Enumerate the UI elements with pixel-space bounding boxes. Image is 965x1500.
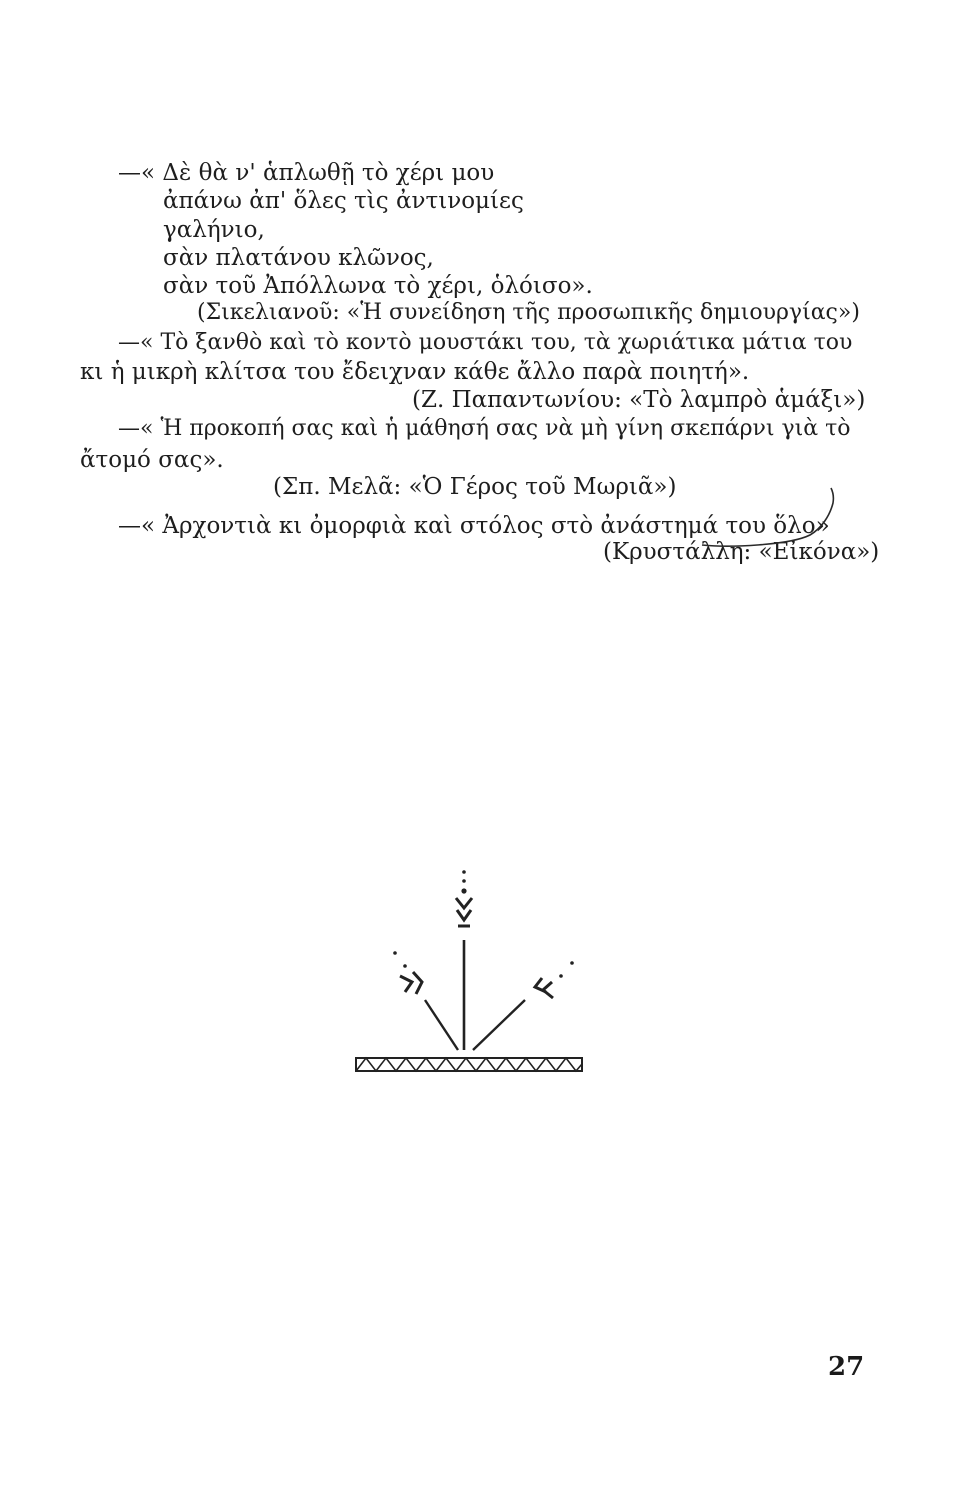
quote1-line2: ἀπάνω ἀπ' ὅλες τὶς ἀντινομίες (163, 188, 524, 214)
quote1-line4: σὰν πλατάνου κλῶνος, (163, 245, 434, 271)
quote3-line1: —« Ἡ προκοπή σας καὶ ἡ μάθησή σας νὰ μὴ γίνη σκεπάρνι γιὰ τὸ (118, 416, 851, 441)
quote2-source: (Ζ. Παπαντωνίου: «Τὸ λαμπρὸ ἁμάξι») (412, 387, 866, 413)
quote4-source: (Κρυστάλλη: «Εἰκόνα») (603, 539, 880, 565)
quote1-source: (Σικελιανοῦ: «Ἡ συνείδηση τῆς προσωπικῆς δημιουργίας») (197, 300, 860, 325)
quote3-source: (Σπ. Μελᾶ: «Ὁ Γέρος τοῦ Μωριᾶ») (273, 474, 677, 500)
page-number: 27 (828, 1352, 865, 1382)
quote1-line3: γαλήνιο, (163, 217, 265, 243)
quote3-line2: ἄτομό σας». (80, 447, 224, 473)
quote1-line5: σὰν τοῦ Ἀπόλλωνα τὸ χέρι, ὁλόισο». (163, 273, 593, 299)
sprouting-plant-ornament-icon (350, 860, 590, 1085)
quote4-line1: —« Ἀρχοντιὰ κι ὀμορφιὰ καὶ στόλος στὸ ἀνάστημά του ὅλο» (118, 513, 830, 539)
quote2-line2: κι ἡ μικρὴ κλίτσα του ἔδειχναν κάθε ἄλλο παρὰ ποιητή». (80, 359, 750, 385)
quote1-line1: —« Δὲ θὰ ν' ἁπλωθῇ τὸ χέρι μου (118, 160, 495, 186)
quote2-line1: —« Τὸ ξανθὸ καὶ τὸ κοντὸ μουστάκι του, τὰ χωριάτικα μάτια του (118, 330, 853, 355)
